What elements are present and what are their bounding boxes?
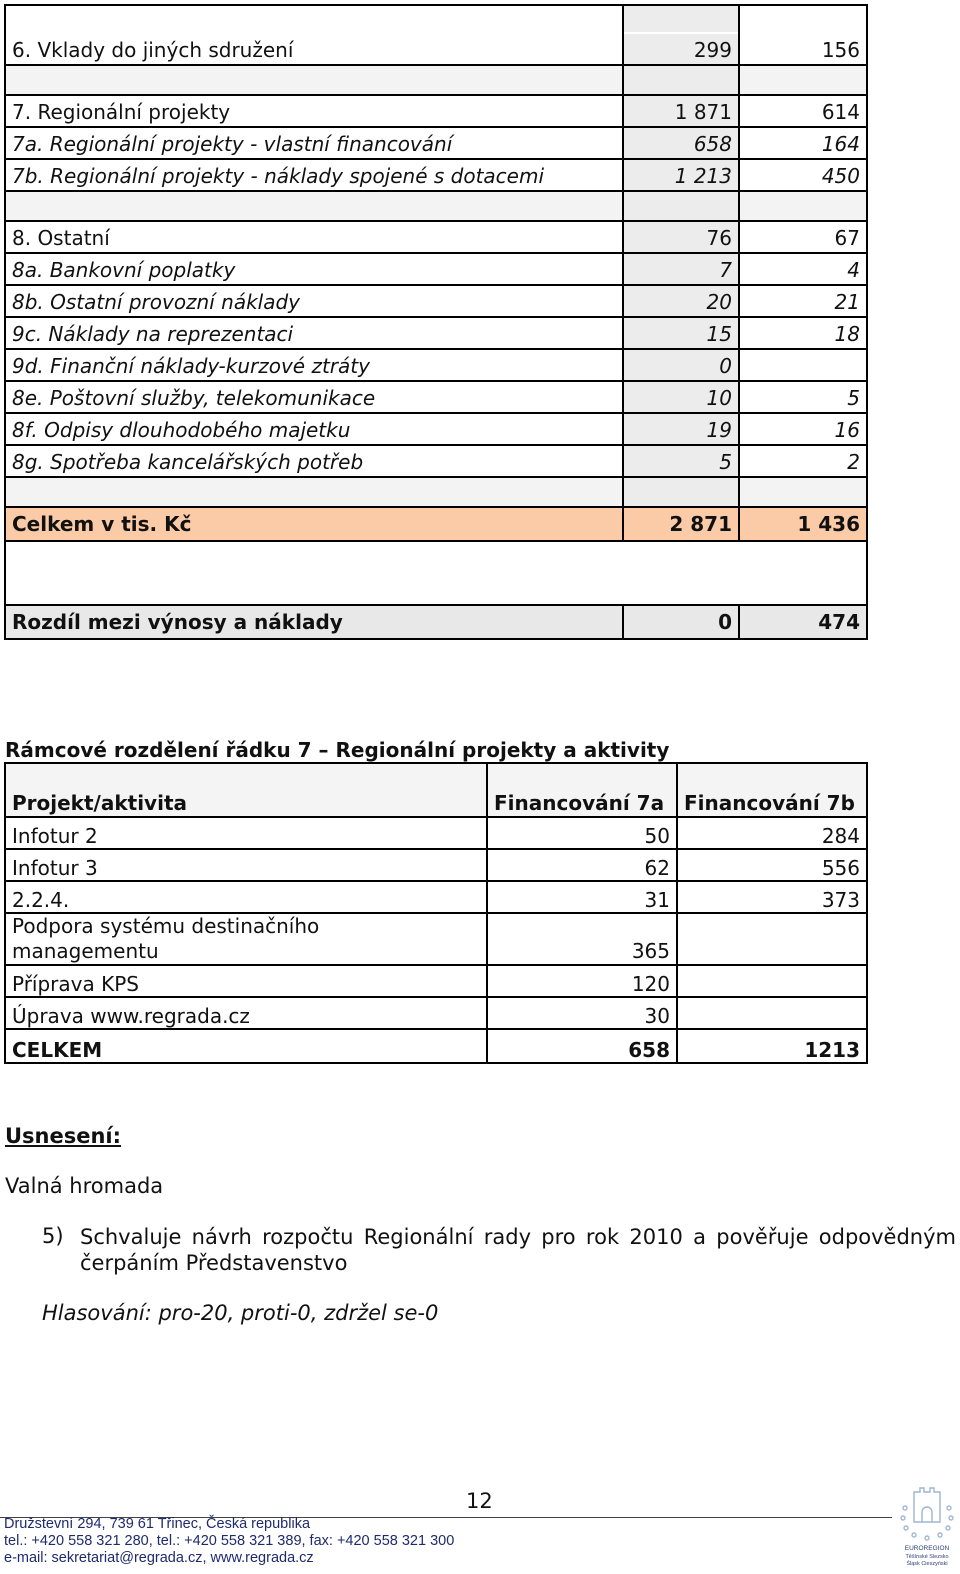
project-funding-7b: 373 — [677, 881, 867, 913]
budget-row — [5, 381, 867, 413]
footer-phones: tel.: +420 558 321 280, tel.: +420 558 321 389, fax: +420 558 321 300 — [4, 1533, 455, 1549]
project-funding-7a: 30 — [487, 997, 677, 1029]
project-funding-7b — [677, 997, 867, 1029]
project-name: Infotur 2 — [5, 817, 487, 849]
budget-row-value-1: 5 — [623, 445, 739, 477]
budget-row-value-2: 164 — [739, 127, 867, 159]
resolution-vote: Hlasování: pro-20, proti-0, zdržel se-0 — [42, 1301, 439, 1325]
projects-total-label: CELKEM — [5, 1029, 487, 1063]
budget-row-value-2: 16 — [739, 413, 867, 445]
budget-row-value-2: 614 — [739, 95, 867, 127]
resolution-body: Valná hromada — [5, 1174, 164, 1198]
budget-row-value-2 — [739, 349, 867, 381]
budget-row — [5, 413, 867, 445]
resolution-point-text: Schvaluje návrh rozpočtu Regionální rady pro rok 2010 a pověřuje odpovědným čerpáním Představenstvo — [80, 1225, 956, 1275]
footer-address: Družstevní 294, 739 61 Třinec, Česká republika — [4, 1516, 311, 1532]
budget-row-value-1: 299 — [623, 33, 739, 65]
budget-blank-row — [5, 541, 867, 605]
project-funding-7b — [677, 965, 867, 997]
budget-row-value-2: 5 — [739, 381, 867, 413]
budget-row — [5, 445, 867, 477]
budget-row — [5, 317, 867, 349]
budget-row-value-2: 18 — [739, 317, 867, 349]
budget-row — [5, 349, 867, 381]
column-header-project: Projekt/aktivita — [5, 763, 487, 817]
budget-total-value-2: 1 436 — [739, 507, 867, 541]
budget-row — [5, 159, 867, 191]
budget-row-label: 8g. Spotřeba kancelářských potřeb — [5, 445, 623, 477]
resolution-point-number: 5) — [42, 1224, 64, 1248]
budget-total-label: Celkem v tis. Kč — [5, 507, 623, 541]
column-header-funding-7a: Financování 7a — [487, 763, 677, 817]
budget-spacer-row — [5, 65, 867, 95]
project-funding-7a: 62 — [487, 849, 677, 881]
logo-line-2: Těšínské Slezsko — [905, 1554, 949, 1560]
project-row — [5, 881, 867, 913]
budget-row-label: 6. Vklady do jiných sdružení — [5, 33, 623, 65]
budget-table — [4, 4, 868, 640]
budget-row-value-1: 658 — [623, 127, 739, 159]
budget-row-label: 8f. Odpisy dlouhodobého majetku — [5, 413, 623, 445]
budget-difference-value-1: 0 — [623, 605, 739, 639]
project-funding-7b — [677, 913, 867, 965]
euroregion-logo-icon — [896, 1484, 958, 1570]
budget-row-label: 7. Regionální projekty — [5, 95, 623, 127]
budget-row-value-1: 15 — [623, 317, 739, 349]
euroregion-logo — [896, 1484, 958, 1570]
budget-row-value-1: 0 — [623, 349, 739, 381]
project-funding-7a: 120 — [487, 965, 677, 997]
budget-row-value-2: 2 — [739, 445, 867, 477]
budget-row — [5, 95, 867, 127]
budget-row-value-1: 1 871 — [623, 95, 739, 127]
projects-total-7a: 658 — [487, 1029, 677, 1063]
budget-row-value-1: 19 — [623, 413, 739, 445]
project-row — [5, 849, 867, 881]
budget-row-value-2: 4 — [739, 253, 867, 285]
budget-row-value-2: 21 — [739, 285, 867, 317]
budget-total-value-1: 2 871 — [623, 507, 739, 541]
project-name: Úprava www.regrada.cz — [5, 997, 487, 1029]
budget-row-label: 8. Ostatní — [5, 221, 623, 253]
budget-row-value-1: 20 — [623, 285, 739, 317]
budget-spacer-row — [5, 191, 867, 221]
budget-row-label: 8b. Ostatní provozní náklady — [5, 285, 623, 317]
budget-row — [5, 221, 867, 253]
budget-row-label: 9c. Náklady na reprezentaci — [5, 317, 623, 349]
projects-header-row — [5, 763, 867, 817]
budget-row-label: 8e. Poštovní služby, telekomunikace — [5, 381, 623, 413]
budget-row-label: 8a. Bankovní poplatky — [5, 253, 623, 285]
budget-row-value-1: 10 — [623, 381, 739, 413]
project-row — [5, 817, 867, 849]
projects-section-title: Rámcové rozdělení řádku 7 – Regionální projekty a aktivity — [5, 738, 670, 762]
budget-row — [5, 127, 867, 159]
project-row — [5, 997, 867, 1029]
budget-row-label: 7b. Regionální projekty - náklady spojené s dotacemi — [5, 159, 623, 191]
budget-row-value-2: 67 — [739, 221, 867, 253]
budget-spacer-row — [5, 477, 867, 507]
logo-line-3: Śląsk Cieszyński — [906, 1561, 948, 1567]
budget-row-value-2: 450 — [739, 159, 867, 191]
page-number: 12 — [466, 1489, 493, 1513]
project-funding-7b: 284 — [677, 817, 867, 849]
project-funding-7a: 31 — [487, 881, 677, 913]
projects-total-7b: 1213 — [677, 1029, 867, 1063]
budget-row — [5, 33, 867, 65]
project-name: Podpora systému destinačního managementu — [5, 913, 487, 965]
budget-row-value-1: 7 — [623, 253, 739, 285]
budget-row — [5, 285, 867, 317]
budget-total-row — [5, 507, 867, 541]
budget-row-value-1: 1 213 — [623, 159, 739, 191]
projects-table — [4, 762, 868, 1064]
project-name: 2.2.4. — [5, 881, 487, 913]
project-name: Infotur 3 — [5, 849, 487, 881]
budget-difference-row — [5, 605, 867, 639]
resolution-heading: Usnesení: — [5, 1124, 122, 1148]
project-row — [5, 913, 867, 965]
budget-difference-label: Rozdíl mezi výnosy a náklady — [5, 605, 623, 639]
project-name: Příprava KPS — [5, 965, 487, 997]
budget-row-label: 7a. Regionální projekty - vlastní financování — [5, 127, 623, 159]
project-funding-7a: 50 — [487, 817, 677, 849]
budget-difference-value-2: 474 — [739, 605, 867, 639]
project-funding-7b: 556 — [677, 849, 867, 881]
project-funding-7a: 365 — [487, 913, 677, 965]
column-header-funding-7b: Financování 7b — [677, 763, 867, 817]
logo-line-1: EUROREGION — [904, 1545, 950, 1552]
budget-row-value-1: 76 — [623, 221, 739, 253]
project-row — [5, 965, 867, 997]
footer-email: e-mail: sekretariat@regrada.cz, www.regrada.cz — [4, 1550, 314, 1566]
budget-row-value-2: 156 — [739, 33, 867, 65]
budget-row — [5, 253, 867, 285]
projects-total-row — [5, 1029, 867, 1063]
budget-row-label: 9d. Finanční náklady-kurzové ztráty — [5, 349, 623, 381]
